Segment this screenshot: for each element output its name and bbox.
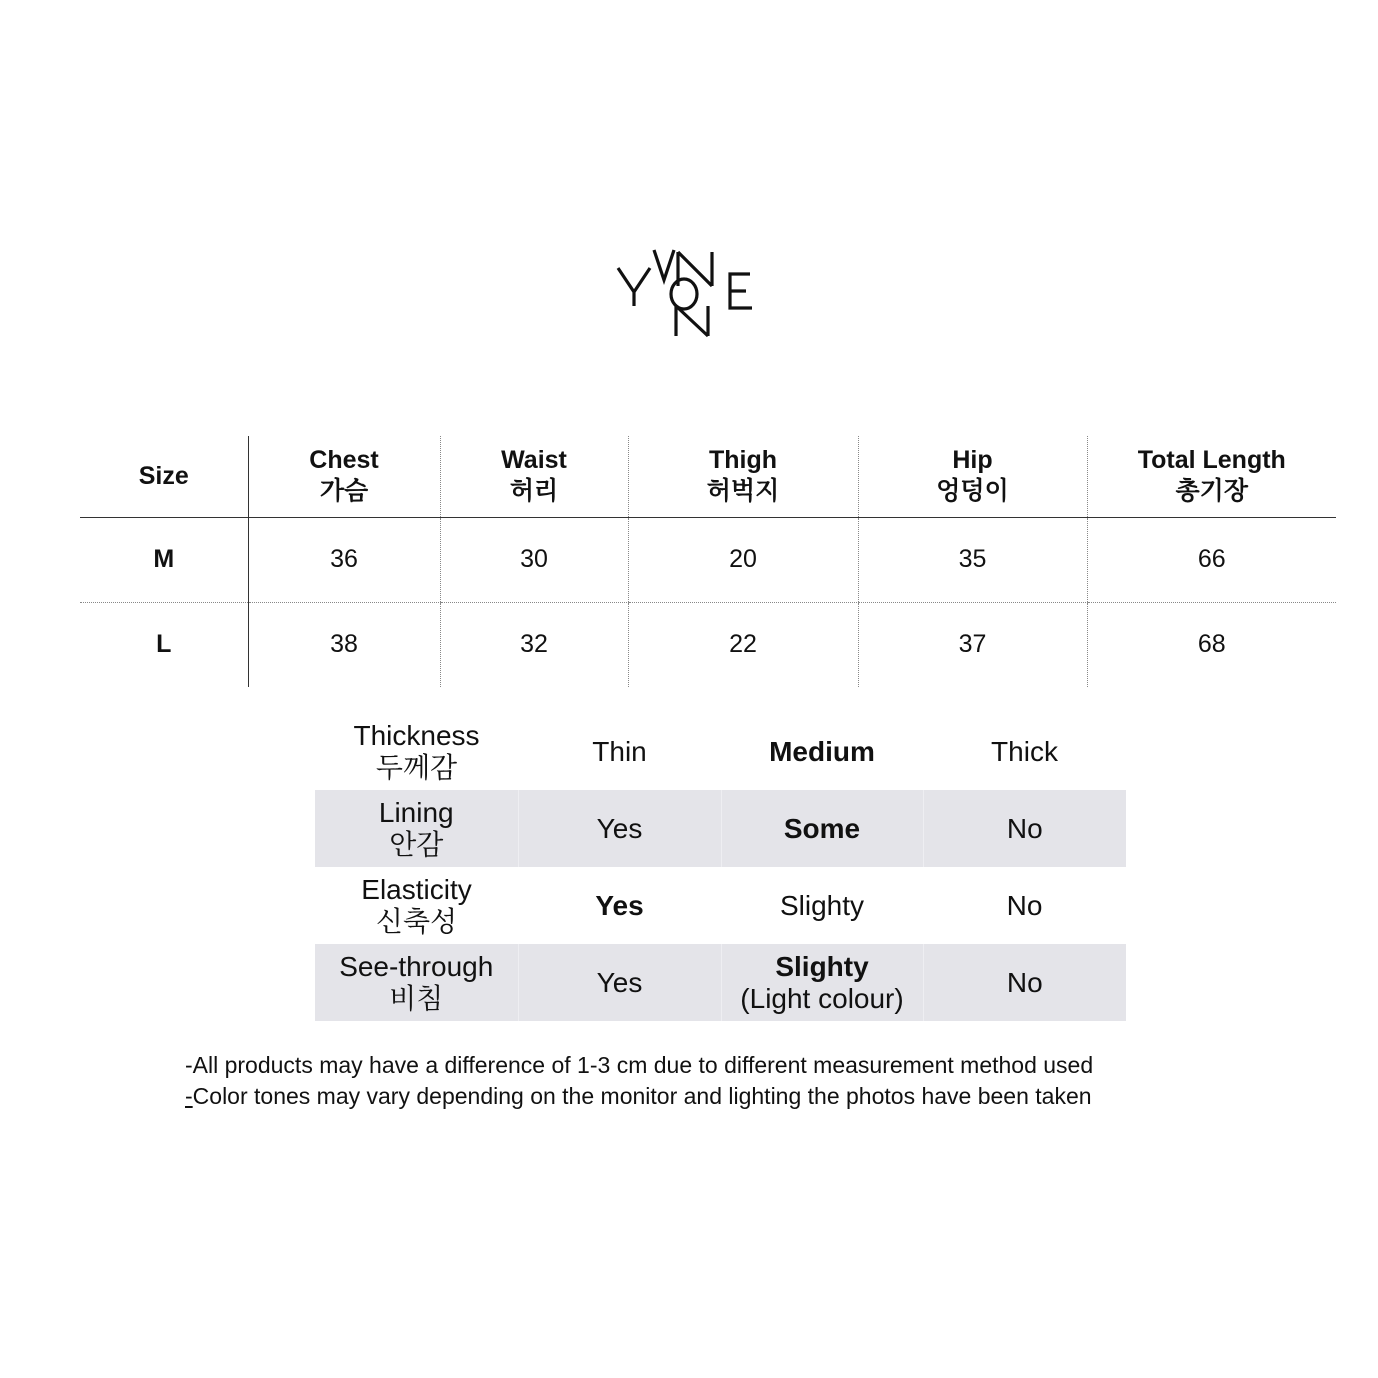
fabric-row-elasticity <box>315 867 1126 944</box>
chest-value: 38 <box>330 630 358 659</box>
fabric-option-selected: Yes <box>595 889 644 921</box>
table-row <box>80 602 1336 687</box>
header-total-length: Total Length 총기장 <box>1087 436 1336 517</box>
note-line: -Color tones may vary depending on the monitor and lighting the photos have been taken <box>185 1083 1092 1109</box>
thigh-value: 20 <box>628 517 858 602</box>
fabric-label: See-through 비침 <box>315 944 518 1021</box>
fabric-label: Elasticity 신축성 <box>361 873 472 937</box>
fabric-info-table <box>315 713 1126 1021</box>
fabric-label: Thickness 두께감 <box>353 719 480 783</box>
fabric-row-see-through <box>315 944 1126 1021</box>
fabric-option: No <box>923 944 1126 1021</box>
note-line: -All products may have a difference of 1-3 cm due to different measurement method used <box>185 1052 1094 1078</box>
brand-logo <box>612 246 762 342</box>
waist-value: 30 <box>440 517 628 602</box>
fabric-option-selected: Some <box>721 790 923 867</box>
header-thigh: Thigh 허벅지 <box>628 436 858 517</box>
length-value: 66 <box>1087 517 1336 602</box>
size-chart-table <box>80 436 1336 687</box>
fabric-label: Lining 안감 <box>315 790 518 867</box>
hip-value: 35 <box>858 517 1087 602</box>
disclaimer-notes <box>185 1050 1215 1112</box>
fabric-option: Thick <box>991 735 1058 767</box>
hip-value: 37 <box>858 602 1087 687</box>
fabric-option: Yes <box>518 790 721 867</box>
size-label: L <box>80 602 248 687</box>
size-label: M <box>80 517 248 602</box>
fabric-row-thickness <box>315 713 1126 790</box>
waist-value: 32 <box>440 602 628 687</box>
fabric-option-selected: Slighty (Light colour) <box>721 944 923 1021</box>
fabric-option: Slighty <box>779 889 865 921</box>
size-chart-header-row <box>80 436 1336 517</box>
fabric-option: Yes <box>518 944 721 1021</box>
fabric-option: Thin <box>592 735 647 767</box>
table-row <box>80 517 1336 602</box>
fabric-option: No <box>1006 889 1043 921</box>
thigh-value: 22 <box>628 602 858 687</box>
header-chest: Chest 가슴 <box>248 436 440 517</box>
header-size: Size <box>80 436 248 517</box>
length-value: 68 <box>1087 602 1336 687</box>
fabric-row-lining <box>315 790 1126 867</box>
header-waist: Waist 허리 <box>440 436 628 517</box>
chest-value: 36 <box>248 517 440 602</box>
fabric-option-selected: Medium <box>769 735 875 767</box>
fabric-option: No <box>923 790 1126 867</box>
header-hip: Hip 엉덩이 <box>858 436 1087 517</box>
